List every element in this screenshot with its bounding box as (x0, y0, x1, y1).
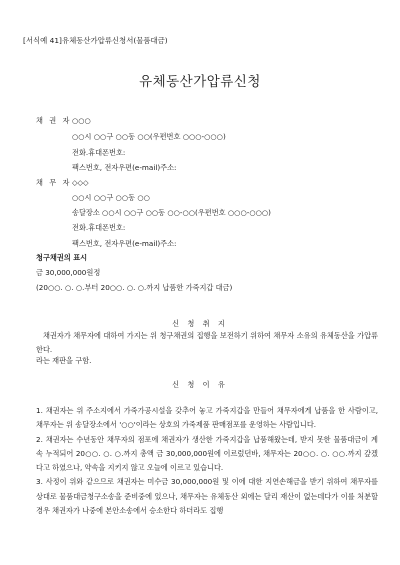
reasons-heading: 신 청 이 유 (172, 380, 228, 389)
debtor-address: ○○시 ○○구 ○○동 ○○ (72, 193, 150, 202)
debtor-phone: 전화.휴대폰번호: (72, 223, 126, 232)
reason-item-3: 3. 사정이 위와 같으므로 채권자는 미수금 30,000,000원 및 이에 대한 지연손해금을 받기 위하여 채무자를 상대로 물품대금청구소송을 준비중에 있으나, 채무자는 유체동산 외에는 달리 재산이 없는데다가 이를 처분할 경우 채권자가 나중에 본안소송에서 승소한다 하더라도 집행 (36, 477, 378, 516)
creditor-label: 채 권 자 (36, 116, 72, 125)
debtor-delivery-address: 송달장소 ○○시 ○○구 ○○동 ○○-○○(우편번호 ○○○-○○○) (72, 208, 271, 217)
claim-amount: 금 30,000,000원정 (36, 268, 101, 277)
creditor-address: ○○시 ○○구 ○○동 ○○(우편번호 ○○○-○○○) (72, 132, 226, 141)
purpose-heading: 신 청 취 지 (172, 319, 228, 328)
purpose-text: 채권자가 채무자에 대하여 가지는 위 청구채권의 집행을 보전하기 위하여 채무자 소유의 유체동산을 가압류한다. (36, 331, 378, 355)
reason-item-2: 2. 채권자는 수년동안 채무자의 점포에 채권자가 생산한 가죽지갑을 납품해왔는데, 받지 못한 물품대금이 계속 누적되어 20○○. ○. ○.까지 총액 금 30,000,000원에 이르렀던바, 채무자는 20○○. ○. ○○.까지 갚겠다고 하였으나, 약속을 지키지 않고 오늘에 이르고 있습니다. (36, 434, 378, 473)
reasons-list (36, 404, 378, 518)
purpose-closing: 라는 재판을 구함. (36, 356, 92, 365)
debtor-fax-email: 팩스번호, 전자우편(e-mail)주소: (72, 239, 177, 248)
creditor-phone: 전화.휴대폰번호: (72, 148, 126, 157)
form-label: [서식예 41]유체동산가압류신청서(물품대금) (23, 36, 168, 45)
creditor-name: ○○○ (72, 116, 91, 125)
document-title: 유체동산가압류신청 (139, 74, 261, 90)
creditor-fax-email: 팩스번호, 전자우편(e-mail)주소: (72, 163, 177, 172)
reason-item-1: 1. 채권자는 위 주소지에서 가죽가공시설을 갖추어 놓고 가죽지갑을 만들어 채무자에게 납품을 한 사람이고, 채무자는 위 송달장소에서 '○○'이라는 상호의 가죽제품 판매점포를 운영하는 사람입니다. (36, 406, 378, 430)
claim-detail: (20○○. ○. ○.부터 20○○. ○. ○.까지 납품한 가죽지갑 대금) (36, 283, 233, 292)
debtor-label: 채 무 자 (36, 178, 72, 187)
claim-heading: 청구채권의 표시 (36, 253, 88, 262)
debtor-name: ◇◇◇ (72, 178, 89, 187)
